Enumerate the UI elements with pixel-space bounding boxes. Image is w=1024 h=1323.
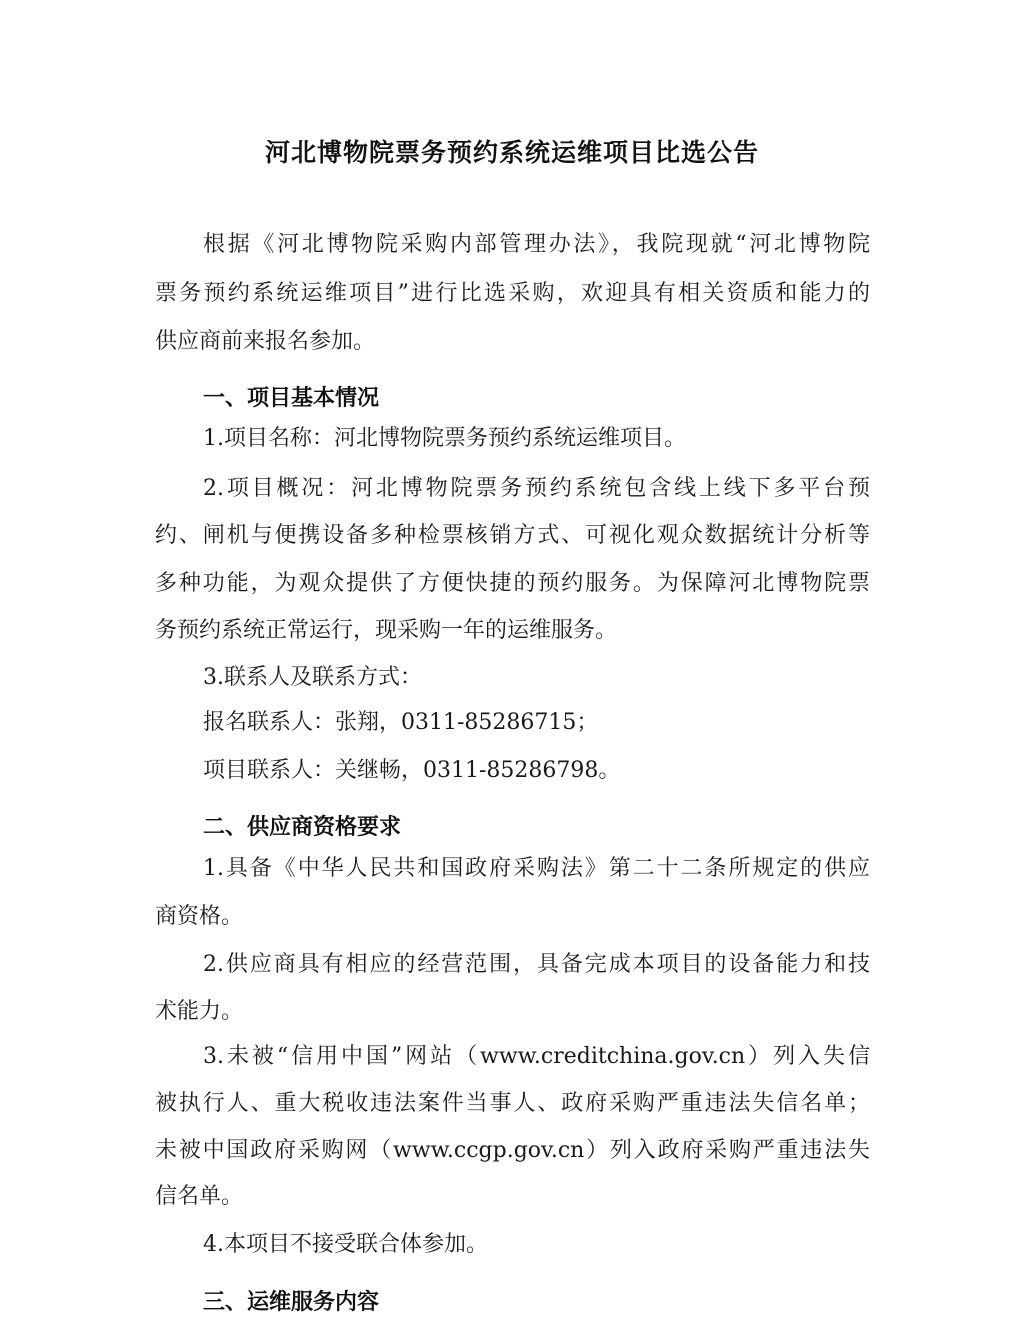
- intro-line-1: 根据《河北博物院采购内部管理办法》，我院现就“河北博物院: [203, 232, 870, 257]
- intro-line-2: 票务预约系统运维项目”进行比选采购，欢迎具有相关资质和能力的: [155, 281, 870, 306]
- section1-heading: 一、项目基本情况: [203, 386, 380, 411]
- section2-item1-line-1: 1.具备《中华人民共和国政府采购法》第二十二条所规定的供应: [203, 856, 870, 881]
- section2-item3-line-4: 信名单。: [155, 1184, 244, 1209]
- section2-item3-line-3: 未被中国政府采购网（www.ccgp.gov.cn）列入政府采购严重违法失: [155, 1138, 870, 1163]
- intro-line-3: 供应商前来报名参加。: [155, 329, 376, 354]
- section1-item2-line-3: 多种功能，为观众提供了方便快捷的预约服务。为保障河北博物院票: [155, 571, 870, 596]
- section2-heading: 二、供应商资格要求: [203, 815, 402, 840]
- contact-project: 项目联系人：关继畅，0311-85286798。: [203, 758, 621, 783]
- section3-heading: 三、运维服务内容: [203, 1290, 380, 1315]
- section1-item3: 3.联系人及联系方式：: [203, 665, 422, 690]
- section2-item4: 4.本项目不接受联合体参加。: [203, 1232, 488, 1257]
- section2-item2-line-1: 2.供应商具有相应的经营范围，具备完成本项目的设备能力和技: [203, 952, 870, 977]
- section1-item1: 1.项目名称：河北博物院票务预约系统运维项目。: [203, 426, 686, 451]
- section1-item2-line-4: 务预约系统正常运行，现采购一年的运维服务。: [155, 618, 618, 643]
- contact-register: 报名联系人：张翔，0311-85286715；: [203, 710, 599, 735]
- section1-item2-line-2: 约、闸机与便携设备多种检票核销方式、可视化观众数据统计分析等: [155, 523, 870, 548]
- section2-item3-line-2: 被执行人、重大税收违法案件当事人、政府采购严重违法失信名单；: [155, 1091, 870, 1116]
- section2-item2-line-2: 术能力。: [155, 999, 244, 1024]
- section2-item1-line-2: 商资格。: [155, 904, 244, 929]
- section2-item3-line-1: 3.未被“信用中国”网站（www.creditchina.gov.cn）列入失信: [203, 1044, 870, 1069]
- section1-item2-line-1: 2.项目概况：河北博物院票务预约系统包含线上线下多平台预: [203, 476, 870, 501]
- page-title: 河北博物院票务预约系统运维项目比选公告: [264, 138, 759, 167]
